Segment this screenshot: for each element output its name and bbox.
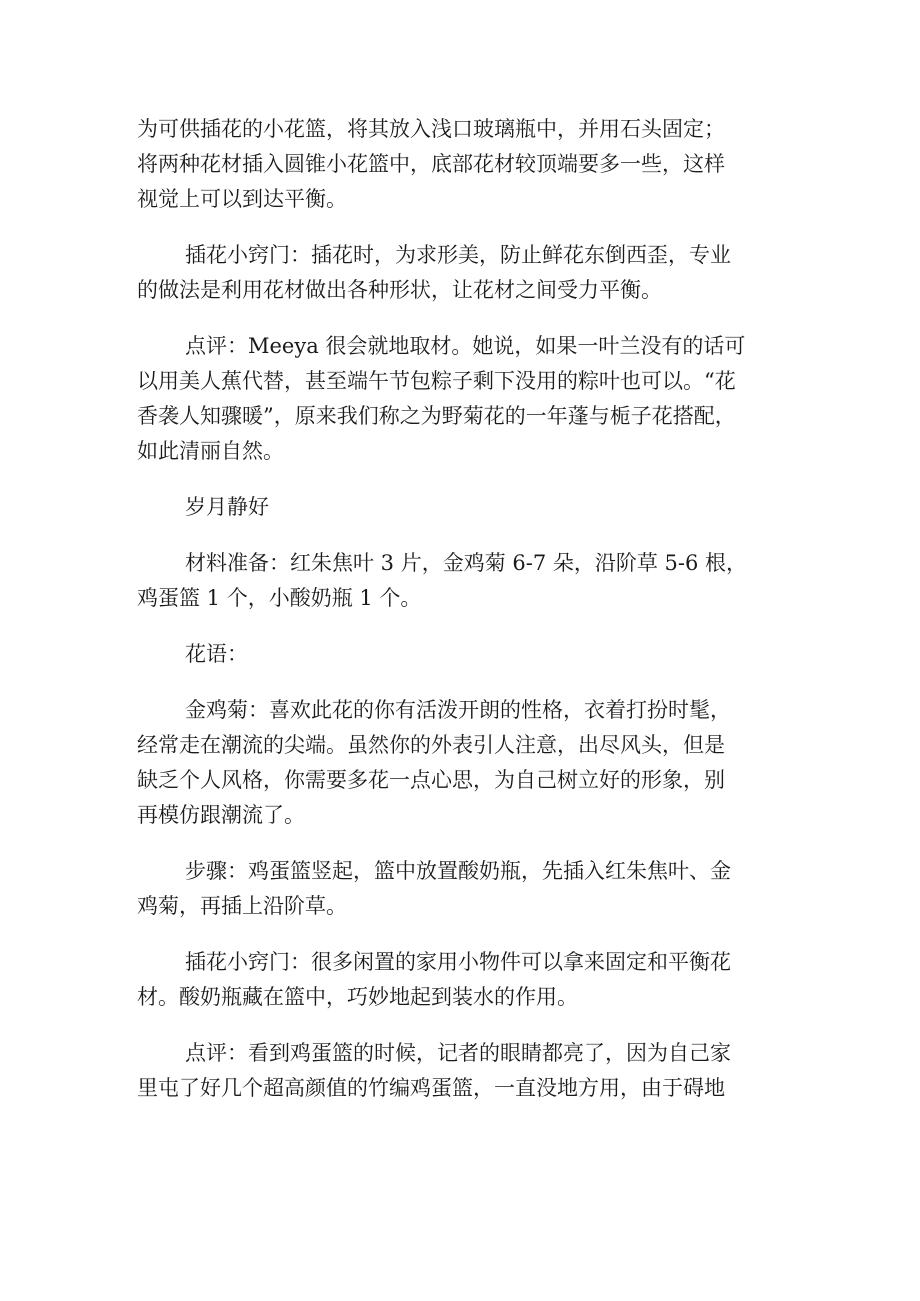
paragraph [137,329,792,469]
text-line: 缺乏个人风格，你需要多花一点心思，为自己树立好的形象，别 [137,768,725,792]
paragraph [137,637,792,672]
paragraph [137,546,792,616]
text-line: 材料准备：红朱焦叶 3 片，金鸡菊 6-7 朵，沿阶草 5-6 根， [185,551,748,575]
paragraph [137,1036,792,1106]
text-line: 为可供插花的小花篮，将其放入浅口玻璃瓶中，并用石头固定； [137,117,725,141]
text-line: 香袭人知骤暖”，原来我们称之为野菊花的一年蓬与栀子花搭配， [137,404,736,428]
text-line: 金鸡菊：喜欢此花的你有活泼开朗的性格，衣着打扮时髦， [185,698,731,722]
paragraph [137,854,792,924]
text-line: 插花小窍门：插花时，为求形美，防止鲜花东倒西歪，专业 [185,243,731,267]
text-line: 将两种花材插入圆锥小花篮中，底部花材较顶端要多一些，这样 [137,152,725,176]
text-line: 点评：看到鸡蛋篮的时候，记者的眼睛都亮了，因为自己家 [185,1041,731,1065]
text-line: 如此清丽自然。 [137,439,284,463]
paragraph [137,945,792,1015]
text-line: 视觉上可以到达平衡。 [137,187,347,211]
text-line: 经常走在潮流的尖端。虽然你的外表引人注意，出尽风头，但是 [137,733,725,757]
text-line: 鸡菊，再插上沿阶草。 [137,894,347,918]
text-line: 插花小窍门：很多闲置的家用小物件可以拿来固定和平衡花 [185,950,731,974]
document-body [137,112,792,1127]
text-line: 花语： [185,642,248,666]
text-line: 步骤：鸡蛋篮竖起，篮中放置酸奶瓶，先插入红朱焦叶、金 [185,859,731,883]
text-line: 以用美人蕉代替，甚至端午节包粽子剩下没用的粽叶也可以。“花 [137,369,736,393]
paragraph [137,238,792,308]
text-line: 鸡蛋篮 1 个，小酸奶瓶 1 个。 [137,586,422,610]
text-line: 点评：Meeya 很会就地取材。她说，如果一叶兰没有的话可 [185,334,746,358]
text-line: 岁月静好 [185,495,269,519]
text-line: 的做法是利用花材做出各种形状，让花材之间受力平衡。 [137,278,662,302]
paragraph [137,112,792,217]
paragraph [137,490,792,525]
paragraph [137,693,792,833]
text-line: 再模仿跟潮流了。 [137,803,305,827]
text-line: 里屯了好几个超高颜值的竹编鸡蛋篮，一直没地方用，由于碍地 [137,1076,725,1100]
text-line: 材。酸奶瓶藏在篮中，巧妙地起到装水的作用。 [137,985,578,1009]
